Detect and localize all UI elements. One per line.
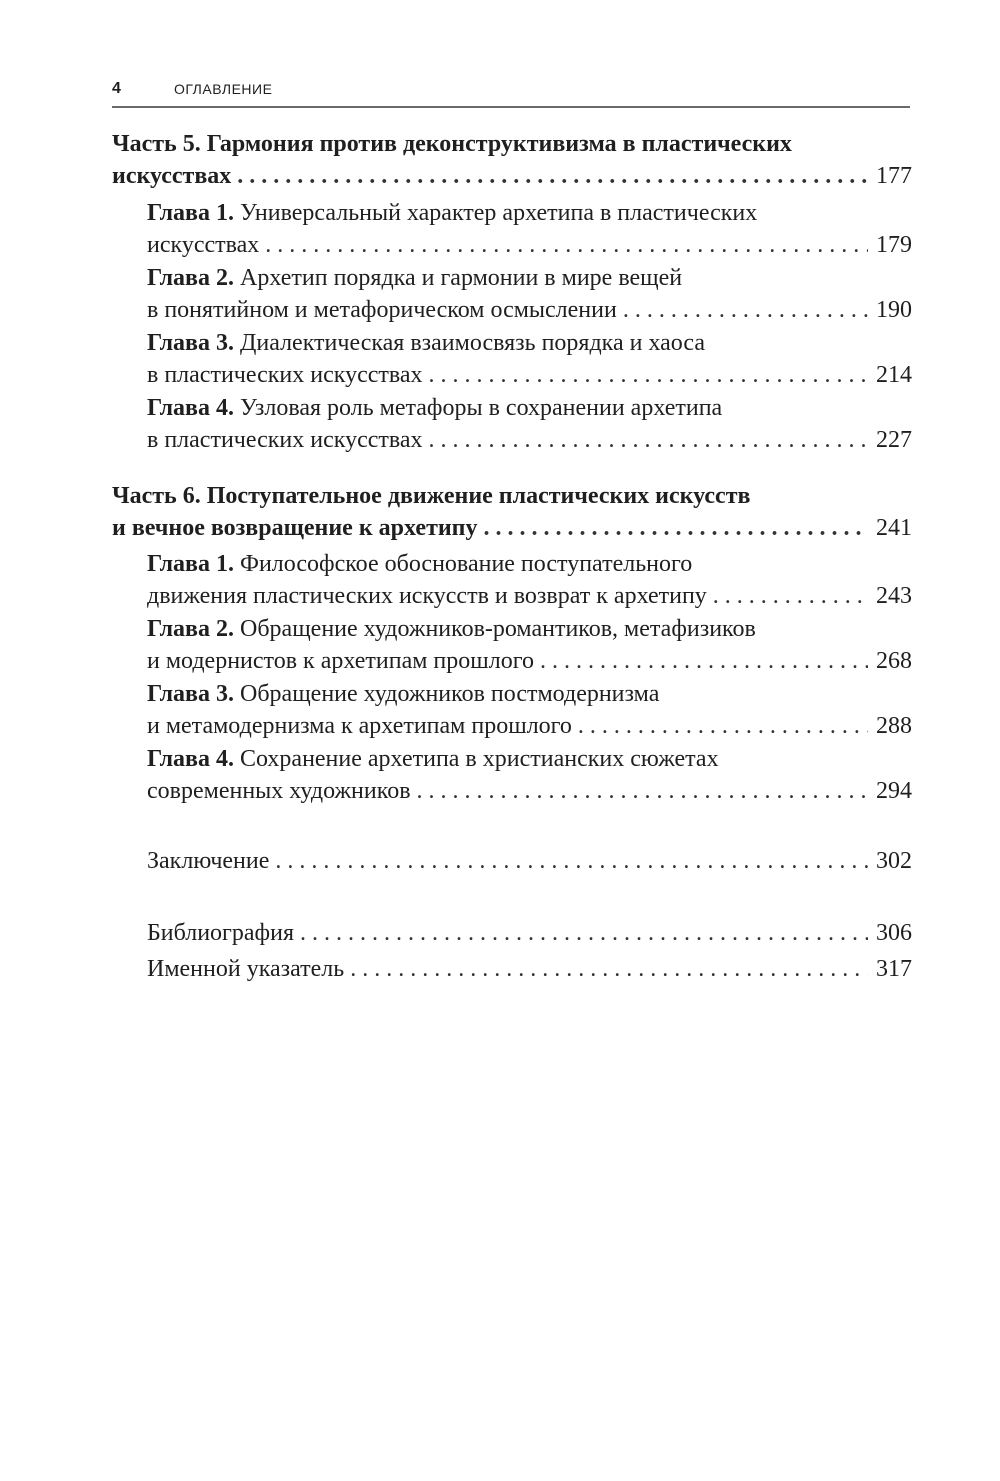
chapter-title-line1: Универсальный характер архетипа в пластических xyxy=(234,200,758,226)
part-title-line1: Часть 5. Гармония против деконструктивизма в пластических xyxy=(112,131,792,157)
toc-part-5[interactable] xyxy=(112,128,912,192)
toc-part6-chapter-1[interactable] xyxy=(147,548,912,612)
dot-leader xyxy=(350,953,868,985)
entry-title: Именной указатель xyxy=(147,956,345,982)
chapter-title-line2: современных художников xyxy=(147,778,411,804)
page-header xyxy=(112,78,910,108)
chapter-title-line1: Обращение художников постмодернизма xyxy=(234,681,660,707)
chapter-title-line2: и модернистов к архетипам прошлого xyxy=(147,648,534,674)
part-title-line2: и вечное возвращение к архетипу xyxy=(112,515,478,541)
toc-part6-chapter-3[interactable] xyxy=(147,678,912,742)
chapter-title-line2: в пластических искусствах xyxy=(147,362,423,388)
toc-part6-chapter-2[interactable] xyxy=(147,613,912,677)
toc-part-6[interactable] xyxy=(112,480,912,544)
chapter-title-line1: Архетип порядка и гармонии в мире вещей xyxy=(234,265,683,291)
page-ref: 177 xyxy=(876,163,912,189)
page-ref: 241 xyxy=(876,515,912,541)
toc-part5-chapter-2[interactable] xyxy=(147,262,912,326)
page-ref: 214 xyxy=(876,362,912,388)
chapter-label: Глава 3. xyxy=(147,330,234,356)
chapter-title-line2: движения пластических искусств и возврат к архетипу xyxy=(147,583,707,609)
toc-name-index[interactable] xyxy=(147,953,912,985)
dot-leader xyxy=(713,580,868,612)
page-ref: 288 xyxy=(876,713,912,739)
chapter-title-line1: Диалектическая взаимосвязь порядка и хаоса xyxy=(234,330,705,356)
chapter-label: Глава 2. xyxy=(147,265,234,291)
page-number: 4 xyxy=(112,80,121,97)
chapter-label: Глава 1. xyxy=(147,200,234,226)
chapter-label: Глава 4. xyxy=(147,395,234,421)
running-title: ОГЛАВЛЕНИЕ xyxy=(174,81,273,97)
part-title-line1: Часть 6. Поступательное движение пластических искусств xyxy=(112,483,751,509)
page-ref: 179 xyxy=(876,232,912,258)
page-ref: 243 xyxy=(876,583,912,609)
toc-conclusion[interactable] xyxy=(147,845,912,877)
dot-leader xyxy=(484,512,868,544)
page-ref: 268 xyxy=(876,648,912,674)
dot-leader xyxy=(237,160,868,192)
page-ref: 302 xyxy=(876,848,912,874)
chapter-title-line2: искусствах xyxy=(147,232,260,258)
dot-leader xyxy=(265,229,868,261)
page-ref: 294 xyxy=(876,778,912,804)
entry-title: Библиография xyxy=(147,920,294,946)
dot-leader xyxy=(578,710,868,742)
chapter-title-line1: Узловая роль метафоры в сохранении архетипа xyxy=(234,395,723,421)
page-ref: 306 xyxy=(876,920,912,946)
dot-leader xyxy=(623,294,868,326)
part-title-line2: искусствах xyxy=(112,163,232,189)
chapter-title-line1: Обращение художников-романтиков, метафизиков xyxy=(234,616,756,642)
chapter-label: Глава 4. xyxy=(147,746,234,772)
dot-leader xyxy=(429,424,868,456)
chapter-title-line2: в пластических искусствах xyxy=(147,427,423,453)
toc-bibliography[interactable] xyxy=(147,917,912,949)
page-ref: 227 xyxy=(876,427,912,453)
chapter-title-line2: и метамодернизма к архетипам прошлого xyxy=(147,713,572,739)
dot-leader xyxy=(417,775,868,807)
toc-part5-chapter-4[interactable] xyxy=(147,392,912,456)
chapter-title-line1: Философское обоснование поступательного xyxy=(234,551,693,577)
page-ref: 317 xyxy=(876,956,912,982)
chapter-label: Глава 2. xyxy=(147,616,234,642)
toc-part6-chapter-4[interactable] xyxy=(147,743,912,807)
toc-part5-chapter-3[interactable] xyxy=(147,327,912,391)
page-ref: 190 xyxy=(876,297,912,323)
chapter-label: Глава 1. xyxy=(147,551,234,577)
toc-part5-chapter-1[interactable] xyxy=(147,197,912,261)
dot-leader xyxy=(300,917,868,949)
entry-title: Заключение xyxy=(147,848,270,874)
dot-leader xyxy=(275,845,868,877)
chapter-title-line1: Сохранение архетипа в христианских сюжетах xyxy=(234,746,719,772)
dot-leader xyxy=(540,645,868,677)
dot-leader xyxy=(429,359,868,391)
chapter-label: Глава 3. xyxy=(147,681,234,707)
chapter-title-line2: в понятийном и метафорическом осмыслении xyxy=(147,297,617,323)
